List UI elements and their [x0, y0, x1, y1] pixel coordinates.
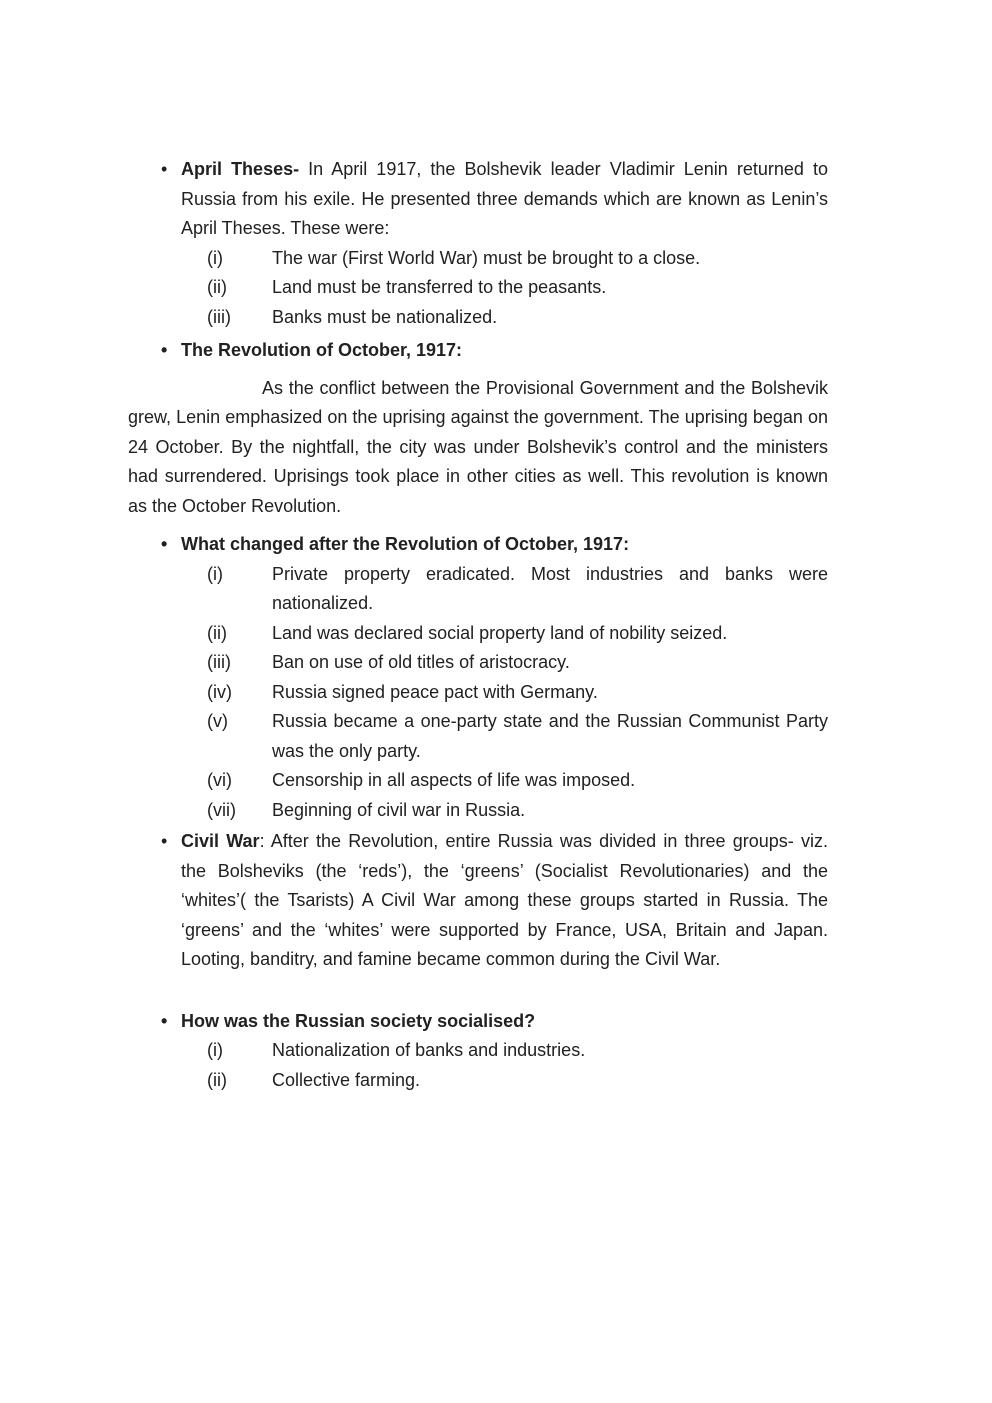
list-item: [128, 707, 828, 766]
bullet-item-civil-war: [128, 827, 828, 975]
what-changed-heading: What changed after the Revolution of October, 1917:: [181, 534, 630, 554]
list-item: [128, 1066, 828, 1096]
roman-numeral: (ii): [207, 277, 227, 297]
bullet-marker: •: [161, 159, 168, 179]
roman-numeral: (vi): [207, 770, 232, 790]
april-theses-body: In April 1917, the Bolshevik leader Vladimir Lenin returned to Russia from his exile. He presented three demands which are known as Lenin’s April Theses. These were:: [181, 159, 828, 238]
list-item-text: Beginning of civil war in Russia.: [272, 799, 526, 820]
list-item: [128, 303, 828, 333]
list-item: [128, 796, 828, 826]
blank-line-spacer: [128, 975, 828, 1007]
list-item-text: Private property eradicated. Most industries and banks were nationalized.: [272, 563, 828, 613]
list-item-text: Nationalization of banks and industries.: [272, 1040, 586, 1060]
list-item-text: Ban on use of old titles of aristocracy.: [272, 652, 570, 672]
list-item: [128, 619, 828, 649]
list-item-text: Collective farming.: [272, 1069, 421, 1090]
list-item-text: Land was declared social property land of nobility seized.: [272, 622, 728, 643]
list-item-text: Banks must be nationalized.: [272, 306, 498, 327]
october-revolution-paragraph: As the conflict between the Provisional Government and the Bolshevik grew, Lenin emphasized on the uprising against the government. The uprising began on 24 October. By the nightfall, the city was under Bolshevik’s control and the ministers had surrendered. Uprisings took place in other cities as well. This revolution is known as the October Revolution.: [128, 377, 828, 516]
list-item: [128, 766, 828, 796]
list-item-text: Censorship in all aspects of life was imposed.: [272, 770, 636, 790]
october-revolution-heading: The Revolution of October, 1917:: [181, 340, 463, 360]
roman-numeral: (i): [207, 1040, 223, 1060]
document-content: [128, 155, 828, 1095]
bullet-marker: •: [161, 1010, 168, 1031]
roman-numeral: (iv): [207, 681, 232, 702]
roman-numeral: (ii): [207, 622, 227, 643]
civil-war-lead: Civil War: [181, 831, 260, 851]
list-item: [128, 1036, 828, 1066]
roman-numeral: (i): [207, 563, 223, 584]
bullet-marker: •: [161, 831, 168, 851]
april-theses-lead: April Theses-: [181, 159, 300, 179]
bullet-marker: •: [161, 340, 168, 360]
socialised-heading: How was the Russian society socialised?: [181, 1010, 536, 1031]
roman-numeral: (i): [207, 247, 223, 268]
bullet-item-what-changed: [128, 530, 828, 560]
bullet-item-april-theses: [128, 155, 828, 244]
list-item: [128, 648, 828, 678]
roman-numeral: (iii): [207, 306, 231, 327]
bullet-marker: •: [161, 534, 168, 554]
list-item: [128, 244, 828, 274]
list-item-text: Russia signed peace pact with Germany.: [272, 681, 598, 702]
roman-numeral: (vii): [207, 799, 236, 820]
list-item-text: Land must be transferred to the peasants.: [272, 277, 607, 297]
civil-war-body: : After the Revolution, entire Russia was divided in three groups- viz. the Bolsheviks (the ‘reds’), the ‘greens’ (Socialist Revolutionaries) and the ‘whites’( the Tsarists) A Civil War among these groups started in Russia. The ‘greens’ and the ‘whites’ were supported by France, USA, Britain and Japan. Looting, banditry, and famine became common during the Civil War.: [181, 831, 828, 969]
list-item: [128, 273, 828, 303]
list-item: [128, 560, 828, 619]
bullet-item-october-revolution: [128, 336, 828, 366]
roman-numeral: (v): [207, 711, 228, 731]
list-item-text: The war (First World War) must be brought to a close.: [272, 247, 701, 268]
list-item-text: Russia became a one-party state and the Russian Communist Party was the only party.: [272, 711, 828, 761]
roman-numeral: (iii): [207, 652, 231, 672]
list-item: [128, 678, 828, 708]
roman-numeral: (ii): [207, 1069, 227, 1090]
bullet-item-socialised: [128, 1007, 828, 1037]
